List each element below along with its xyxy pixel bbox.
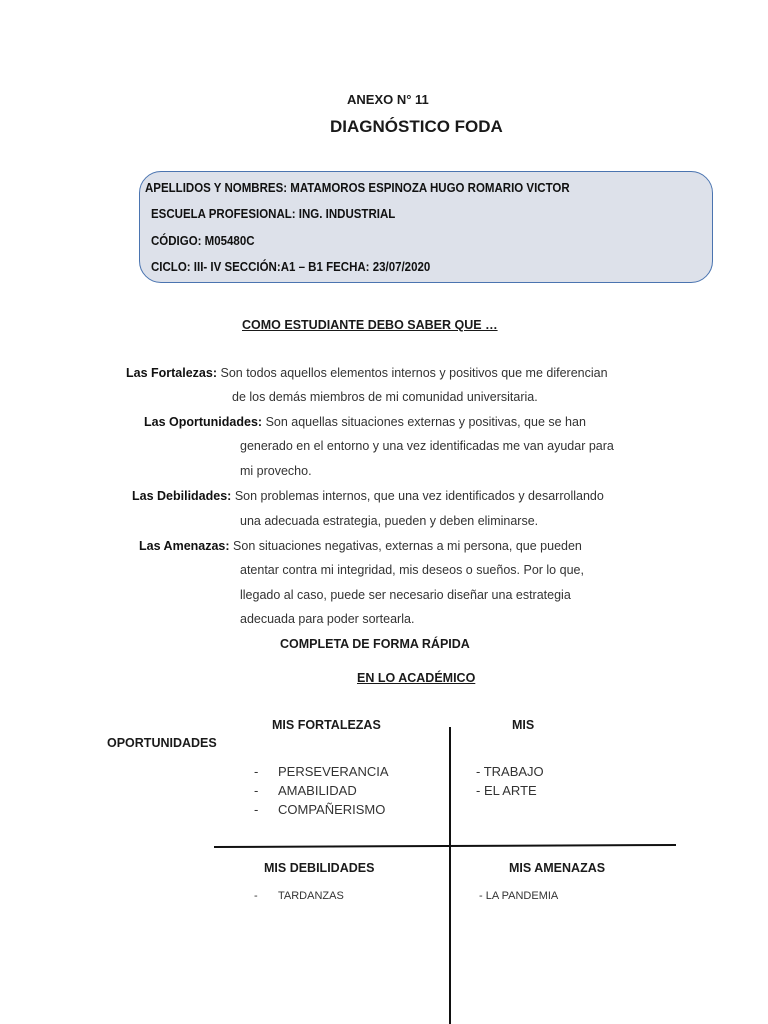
- list-item: - EL ARTE: [476, 783, 537, 798]
- list-item: - AMABILIDAD: [254, 783, 357, 798]
- definition-term: Las Fortalezas:: [126, 366, 218, 380]
- section-subheading: COMO ESTUDIANTE DEBO SABER QUE …: [242, 318, 498, 332]
- list-item: - TARDANZAS: [254, 890, 344, 902]
- list-item: - LA PANDEMIA: [479, 890, 559, 902]
- definition-term: Las Debilidades:: [132, 489, 232, 503]
- definition-text: Son situaciones negativas, externas a mi persona, que pueden: [233, 539, 582, 553]
- amenazas-list: [479, 887, 558, 906]
- debilidades-heading: MIS DEBILIDADES: [264, 861, 375, 875]
- definition-fortalezas: [126, 361, 679, 386]
- complete-instruction: COMPLETA DE FORMA RÁPIDA: [280, 637, 470, 651]
- definition-amenazas-cont: llegado al caso, puede ser necesario diseñar una estrategia: [240, 588, 571, 602]
- definition-debilidades-cont: una adecuada estrategia, pueden y deben eliminarse.: [240, 514, 539, 528]
- student-code: CÓDIGO: M05480C: [151, 234, 255, 248]
- amenazas-heading: MIS AMENAZAS: [509, 861, 606, 875]
- definition-fortalezas-cont: de los demás miembros de mi comunidad universitaria.: [232, 390, 538, 404]
- academic-heading: EN LO ACADÉMICO: [357, 671, 476, 685]
- definition-term: Las Oportunidades:: [144, 415, 263, 429]
- list-item: - COMPAÑERISMO: [254, 802, 386, 817]
- debilidades-list: [254, 887, 344, 906]
- definition-oportunidades: [144, 410, 671, 435]
- quadrant-horizontal-divider: [214, 844, 676, 848]
- definition-amenazas-cont: adecuada para poder sortearla.: [240, 612, 415, 626]
- annex-number: ANEXO N° 11: [347, 92, 429, 107]
- quadrant-vertical-divider: [449, 727, 451, 1024]
- student-school: ESCUELA PROFESIONAL: ING. INDUSTRIAL: [151, 207, 396, 221]
- list-item: - TRABAJO: [476, 764, 544, 779]
- definition-amenazas-cont: atentar contra mi integridad, mis deseos o sueños. Por lo que,: [240, 563, 584, 577]
- oportunidades-list: [476, 762, 544, 800]
- definition-oportunidades-cont: generado en el entorno y una vez identificadas me van ayudar para: [240, 439, 614, 453]
- definition-term: Las Amenazas:: [139, 539, 230, 553]
- definition-text: Son aquellas situaciones externas y positivas, que se han: [265, 415, 586, 429]
- definition-text: Son problemas internos, que una vez identificados y desarrollando: [234, 489, 604, 503]
- student-cycle: CICLO: III- IV SECCIÓN:A1 – B1 FECHA: 23/07/2020: [151, 260, 431, 274]
- student-names: APELLIDOS Y NOMBRES: MATAMOROS ESPINOZA HUGO ROMARIO VICTOR: [145, 181, 570, 195]
- fortalezas-heading: MIS FORTALEZAS: [272, 718, 381, 732]
- definition-text: Son todos aquellos elementos internos y positivos que me diferencian: [220, 366, 608, 380]
- oportunidades-heading-part2: OPORTUNIDADES: [107, 736, 217, 750]
- oportunidades-heading-part1: MIS: [512, 718, 535, 732]
- definition-amenazas: [139, 534, 663, 559]
- page-title: DIAGNÓSTICO FODA: [330, 117, 503, 136]
- definition-debilidades: [132, 484, 673, 509]
- definition-oportunidades-cont: mi provecho.: [240, 464, 312, 478]
- list-item: - PERSEVERANCIA: [254, 764, 389, 779]
- fortalezas-list: [254, 762, 389, 819]
